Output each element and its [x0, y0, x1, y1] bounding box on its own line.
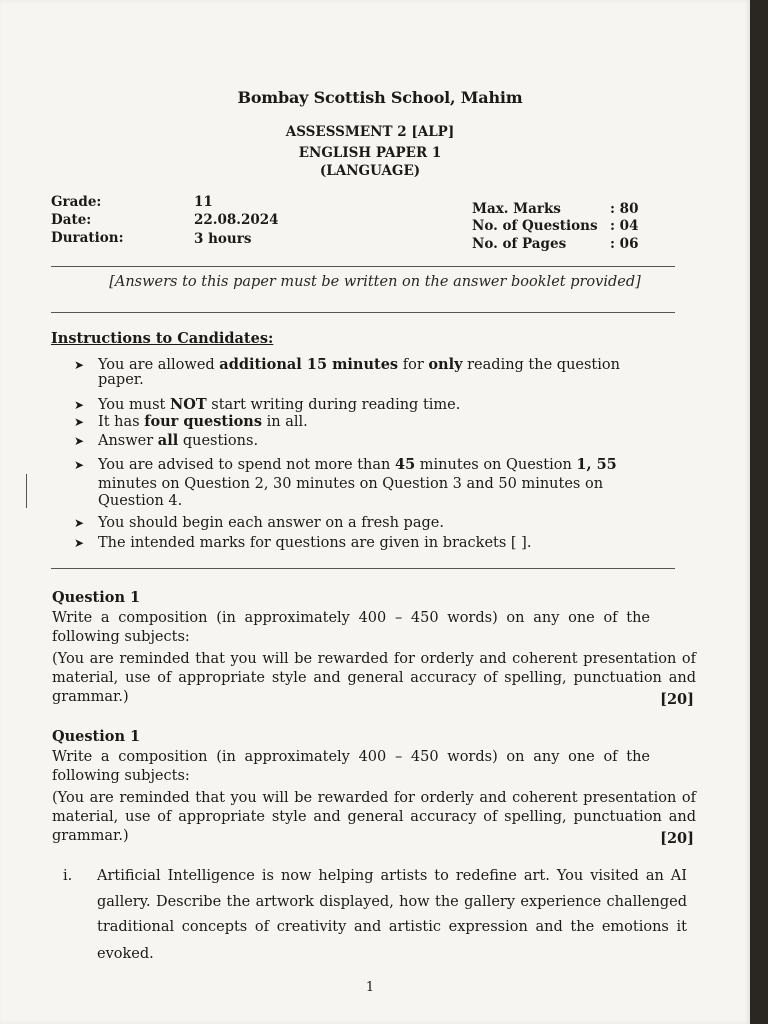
paper-title: ENGLISH PAPER 1 — [298, 145, 442, 161]
question-text: Write a composition (in approximately 400 – 450 words) on any one of the — [52, 610, 650, 626]
question-text: grammar.) — [52, 828, 129, 844]
instruction-item — [74, 535, 531, 551]
divider — [51, 266, 675, 267]
item-text: gallery. Describe the artwork displayed, how the gallery experience challenged — [97, 894, 687, 910]
num-questions-value: : 04 — [610, 218, 639, 234]
margin-mark — [26, 474, 27, 508]
question-text: (You are reminded that you will be rewarded for orderly and coherent presentation of — [52, 790, 696, 806]
num-pages-value: : 06 — [610, 236, 639, 252]
divider — [51, 312, 675, 313]
grade-label: Grade: — [51, 194, 102, 210]
instruction-text: 45 — [395, 456, 416, 473]
instruction-continuation: paper. — [98, 372, 144, 388]
instruction-text: minutes on Question — [415, 457, 577, 473]
answer-note: [Answers to this paper must be written on the answer booklet provided] — [109, 274, 641, 290]
question-text: (You are reminded that you will be rewarded for orderly and coherent presentation of — [52, 651, 696, 667]
question-title: Question 1 — [52, 589, 141, 606]
instruction-text: questions. — [178, 433, 259, 449]
num-questions-label: No. of Questions — [472, 218, 598, 234]
instruction-item — [74, 356, 620, 373]
instruction-item — [74, 456, 617, 473]
instruction-text: additional 15 minutes — [219, 356, 399, 373]
instruction-text: Answer — [98, 433, 158, 449]
arrow-bullet-icon: ➤ — [74, 536, 85, 550]
question-marks: [20] — [660, 830, 694, 847]
instruction-text: NOT — [169, 396, 207, 413]
item-text: traditional concepts of creativity and artistic expression and the emotions it — [97, 919, 687, 935]
instruction-text: in all. — [262, 414, 308, 430]
item-text: Artificial Intelligence is now helping artists to redefine art. You visited an AI — [97, 868, 687, 884]
item-text: evoked. — [97, 946, 154, 962]
arrow-bullet-icon: ➤ — [74, 415, 85, 429]
question-title: Question 1 — [52, 728, 141, 745]
instruction-text: for — [398, 357, 429, 373]
instruction-item — [74, 515, 444, 531]
question-text: following subjects: — [52, 629, 190, 645]
instruction-continuation: minutes on Question 2, 30 minutes on Question 3 and 50 minutes on — [98, 476, 604, 492]
arrow-bullet-icon: ➤ — [74, 358, 85, 372]
question-text: material, use of appropriate style and general accuracy of spelling, punctuation and — [52, 809, 696, 825]
instruction-text: only — [428, 356, 463, 373]
section-title: (LANGUAGE) — [319, 163, 421, 179]
instruction-text: You are allowed — [98, 357, 220, 373]
question-marks: [20] — [660, 691, 694, 708]
date-label: Date: — [51, 212, 92, 228]
question-text: following subjects: — [52, 768, 190, 784]
instruction-continuation: Question 4. — [98, 493, 183, 509]
date-value: 22.08.2024 — [194, 212, 279, 228]
question-text: material, use of appropriate style and general accuracy of spelling, punctuation and — [52, 670, 696, 686]
max-marks-label: Max. Marks — [472, 201, 561, 217]
instruction-text: You must — [98, 397, 170, 413]
duration-value: 3 hours — [194, 231, 252, 247]
divider — [51, 568, 675, 569]
instructions-title: Instructions to Candidates: — [51, 330, 274, 347]
num-pages-label: No. of Pages — [472, 236, 567, 252]
arrow-bullet-icon: ➤ — [74, 434, 85, 448]
instruction-text: reading the question — [462, 357, 620, 373]
question-text: Write a composition (in approximately 400 – 450 words) on any one of the — [52, 749, 650, 765]
page-number: 1 — [365, 980, 375, 995]
max-marks-value: : 80 — [610, 201, 639, 217]
arrow-bullet-icon: ➤ — [74, 516, 85, 530]
instruction-text: all — [157, 432, 179, 449]
instruction-text: You should begin each answer on a fresh page. — [98, 515, 444, 531]
instruction-text: 1, 55 — [576, 456, 617, 473]
item-number: i. — [63, 868, 73, 884]
instruction-text: The intended marks for questions are given in brackets [ ]. — [98, 535, 532, 551]
instruction-item — [74, 413, 308, 430]
arrow-bullet-icon: ➤ — [74, 458, 85, 472]
question-text: grammar.) — [52, 689, 129, 705]
instruction-text: four questions — [144, 413, 262, 430]
instruction-item — [74, 396, 460, 413]
instruction-text: You are advised to spend not more than — [98, 457, 395, 473]
instruction-item — [74, 432, 258, 449]
grade-value: 11 — [194, 194, 213, 210]
instruction-text: It has — [98, 414, 145, 430]
arrow-bullet-icon: ➤ — [74, 398, 85, 412]
assessment-title: ASSESSMENT 2 [ALP] — [285, 124, 455, 140]
school-name: Bombay Scottish School, Mahim — [237, 88, 523, 107]
instruction-text: start writing during reading time. — [206, 397, 461, 413]
duration-label: Duration: — [51, 230, 124, 246]
